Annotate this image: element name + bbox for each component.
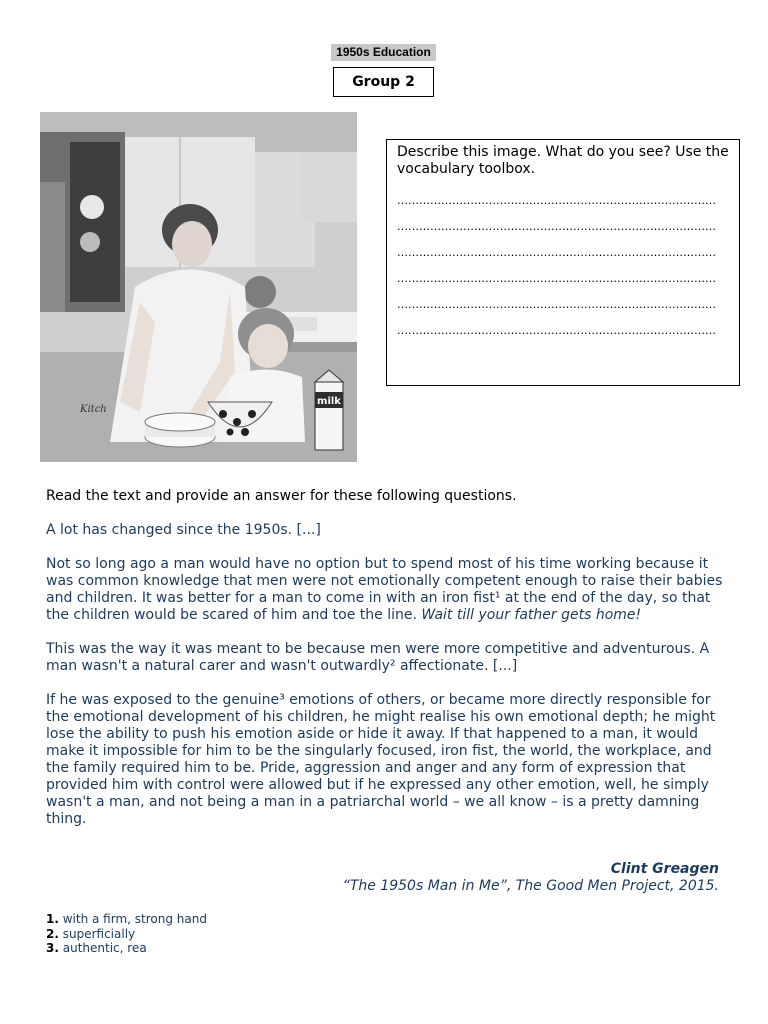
footnote-text: with a firm, strong hand — [58, 912, 207, 926]
answer-line[interactable]: …………………………………………………………………………… — [397, 272, 716, 285]
paragraph-four: If he was exposed to the genuine³ emotions of others, or became more directly responsible for the emotional development of his children, he might realise his own emotional depth; he might lose the ability to push his emotion aside or hide it away. If that happened to a man, it would make it impossible for him to be the singularly focused, iron fist, the world, the workplace, and the family required him to be. Pride, aggression and anger and any form of expression that provided him with control were allowed but if he expressed any other emotion, well, he simply wasn't a man, and not being a man in a patriarchal world – we all know – is a pretty damning thing. — [46, 692, 716, 827]
footnote-number: 3. — [46, 941, 59, 955]
footnote-number: 1. — [46, 912, 59, 926]
citation-source: “The 1950s Man in Me”, The Good Men Project, 2015. — [342, 878, 719, 894]
paragraph-two-quote: Wait till your father gets home! — [421, 607, 642, 623]
apron-text: Kitch — [80, 404, 107, 415]
paragraph-intro: A lot has changed since the 1950s. [...] — [46, 522, 321, 538]
citation — [343, 861, 719, 895]
kitchen-photo — [40, 112, 357, 462]
paragraph-two-text: Not so long ago a man would have no option but to spend most of his time working because it was common knowledge that men were not emotionally competent enough to raise their babies and children. It was better for a man to come in with an iron fist¹ at the end of the day, so that the children would be scared of him and toe the line. — [46, 556, 723, 623]
footnotes — [46, 912, 207, 956]
answer-line[interactable]: …………………………………………………………………………… — [397, 324, 716, 337]
footnote-item — [46, 927, 207, 942]
group-label: Group 2 — [333, 67, 434, 97]
paragraph-two — [46, 556, 726, 624]
citation-author: Clint Greagen — [610, 861, 719, 877]
answer-line[interactable]: …………………………………………………………………………… — [397, 220, 716, 233]
footnote-number: 2. — [46, 926, 59, 941]
footnote-item — [46, 912, 207, 927]
describe-answer-box[interactable] — [386, 139, 740, 386]
footnote-item — [46, 941, 207, 956]
footnote-text: authentic, rea — [58, 941, 147, 955]
milk-carton-label: milk — [317, 396, 341, 407]
answer-line[interactable]: …………………………………………………………………………… — [397, 246, 716, 259]
footnote-text: superficially — [58, 926, 136, 941]
reading-instructions: Read the text and provide an answer for these following questions. — [46, 488, 517, 504]
subject-title: 1950s Education — [331, 44, 436, 61]
paragraph-three: This was the way it was meant to be because men were more competitive and adventurous. A man wasn't a natural carer and wasn't outwardly² affectionate. [...] — [46, 641, 710, 674]
answer-line[interactable]: …………………………………………………………………………… — [397, 298, 716, 311]
answer-line[interactable]: …………………………………………………………………………… — [397, 194, 716, 207]
describe-prompt: Describe this image. What do you see? Use the vocabulary toolbox. — [397, 144, 729, 177]
